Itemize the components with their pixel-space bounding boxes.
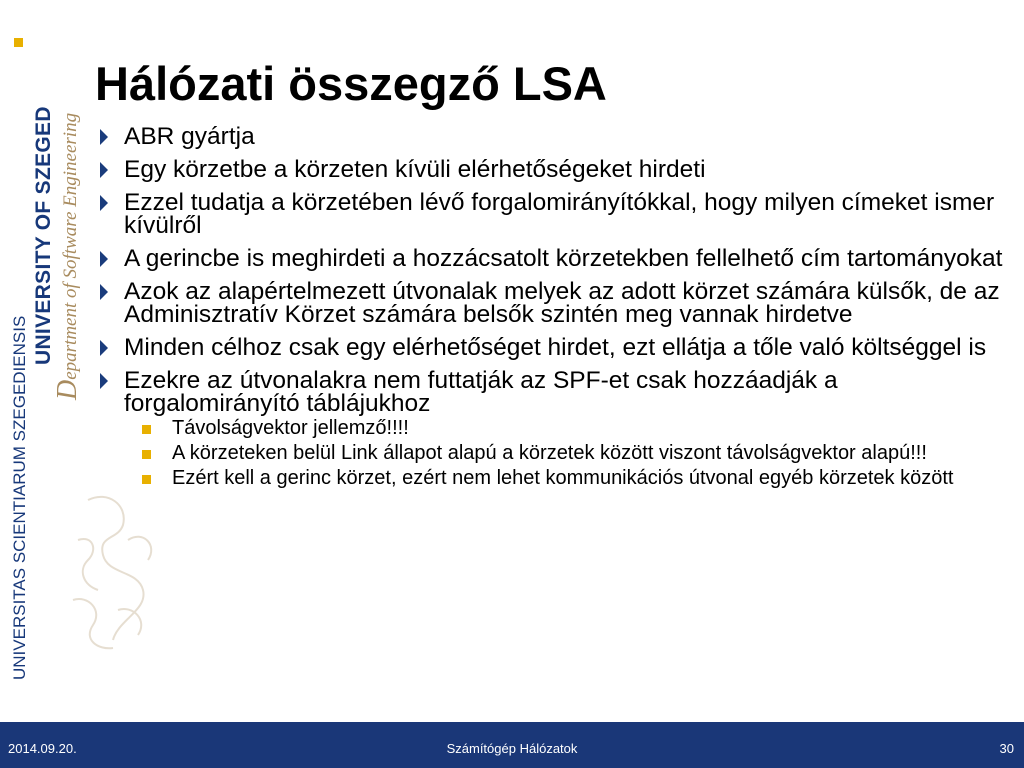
square-bullet-icon bbox=[142, 475, 151, 484]
bullet-item bbox=[100, 369, 1010, 488]
bullet-text: Egy körzetbe a körzeten kívüli elérhetőségeket hirdeti bbox=[124, 156, 706, 183]
bullet-list bbox=[100, 125, 1010, 498]
department-rest: epartment of Software Engineering bbox=[60, 112, 81, 380]
sub-bullet-text: A körzeteken belül Link állapot alapú a körzetek között viszont távolságvektor alapú!!! bbox=[172, 442, 927, 464]
bullet-text: Ezzel tudatja a körzetében lévő forgalomirányítókkal, hogy milyen címeket ismer kívülről bbox=[124, 189, 995, 239]
bullet-text: A gerincbe is meghirdeti a hozzácsatolt körzetekben fellelhető cím tartományokat bbox=[124, 245, 1003, 272]
bullet-item bbox=[100, 336, 1010, 359]
bullet-item bbox=[100, 191, 1010, 237]
bullet-arrow-icon bbox=[100, 373, 108, 389]
square-bullet-icon bbox=[142, 425, 151, 434]
bullet-item bbox=[100, 280, 1010, 326]
footer-page-number: 30 bbox=[999, 741, 1014, 756]
department-initial: D bbox=[52, 379, 83, 400]
bullet-text: ABR gyártja bbox=[124, 123, 255, 150]
sub-bullet-text: Távolságvektor jellemző!!!! bbox=[172, 417, 409, 439]
bullet-arrow-icon bbox=[100, 195, 108, 211]
sub-bullet-text: Ezért kell a gerinc körzet, ezért nem lehet kommunikációs útvonal egyéb körzetek között bbox=[172, 467, 954, 489]
slide-footer bbox=[0, 722, 1024, 768]
footer-date: 2014.09.20. bbox=[8, 741, 77, 756]
bullet-arrow-icon bbox=[100, 129, 108, 145]
sub-bullet-item bbox=[124, 469, 1010, 488]
bullet-text: Ezekre az útvonalakra nem futtatják az SPF-et csak hozzáadják a forgalomirányító táblájukhoz bbox=[124, 367, 838, 417]
footer-course-title: Számítógép Hálózatok bbox=[446, 741, 578, 756]
bullet-item bbox=[100, 125, 1010, 148]
square-bullet-icon bbox=[142, 450, 151, 459]
bullet-item bbox=[100, 247, 1010, 270]
university-name: UNIVERSITY OF SZEGED bbox=[32, 106, 55, 365]
sub-bullet-item bbox=[124, 419, 1010, 438]
bullet-arrow-icon bbox=[100, 340, 108, 356]
sub-bullet-item bbox=[124, 444, 1010, 463]
bullet-item bbox=[100, 158, 1010, 181]
bullet-text: Minden célhoz csak egy elérhetőséget hirdet, ezt ellátja a tőle való költséggel is bbox=[124, 334, 987, 361]
bullet-arrow-icon bbox=[100, 251, 108, 267]
department-name bbox=[52, 113, 84, 400]
bullet-arrow-icon bbox=[100, 284, 108, 300]
griffin-watermark-icon bbox=[58, 480, 168, 660]
slide-title: Hálózati összegző LSA bbox=[95, 57, 607, 110]
sub-bullet-list bbox=[124, 419, 1010, 488]
bullet-text: Azok az alapértelmezett útvonalak melyek az adott körzet számára külsők, de az Adminisztratív Körzet számára belsők szintén meg vannak hirdetve bbox=[124, 278, 1000, 328]
latin-university-name: UNIVERSITAS SCIENTIARUM SZEGEDIENSIS bbox=[10, 315, 29, 680]
bullet-arrow-icon bbox=[100, 162, 108, 178]
